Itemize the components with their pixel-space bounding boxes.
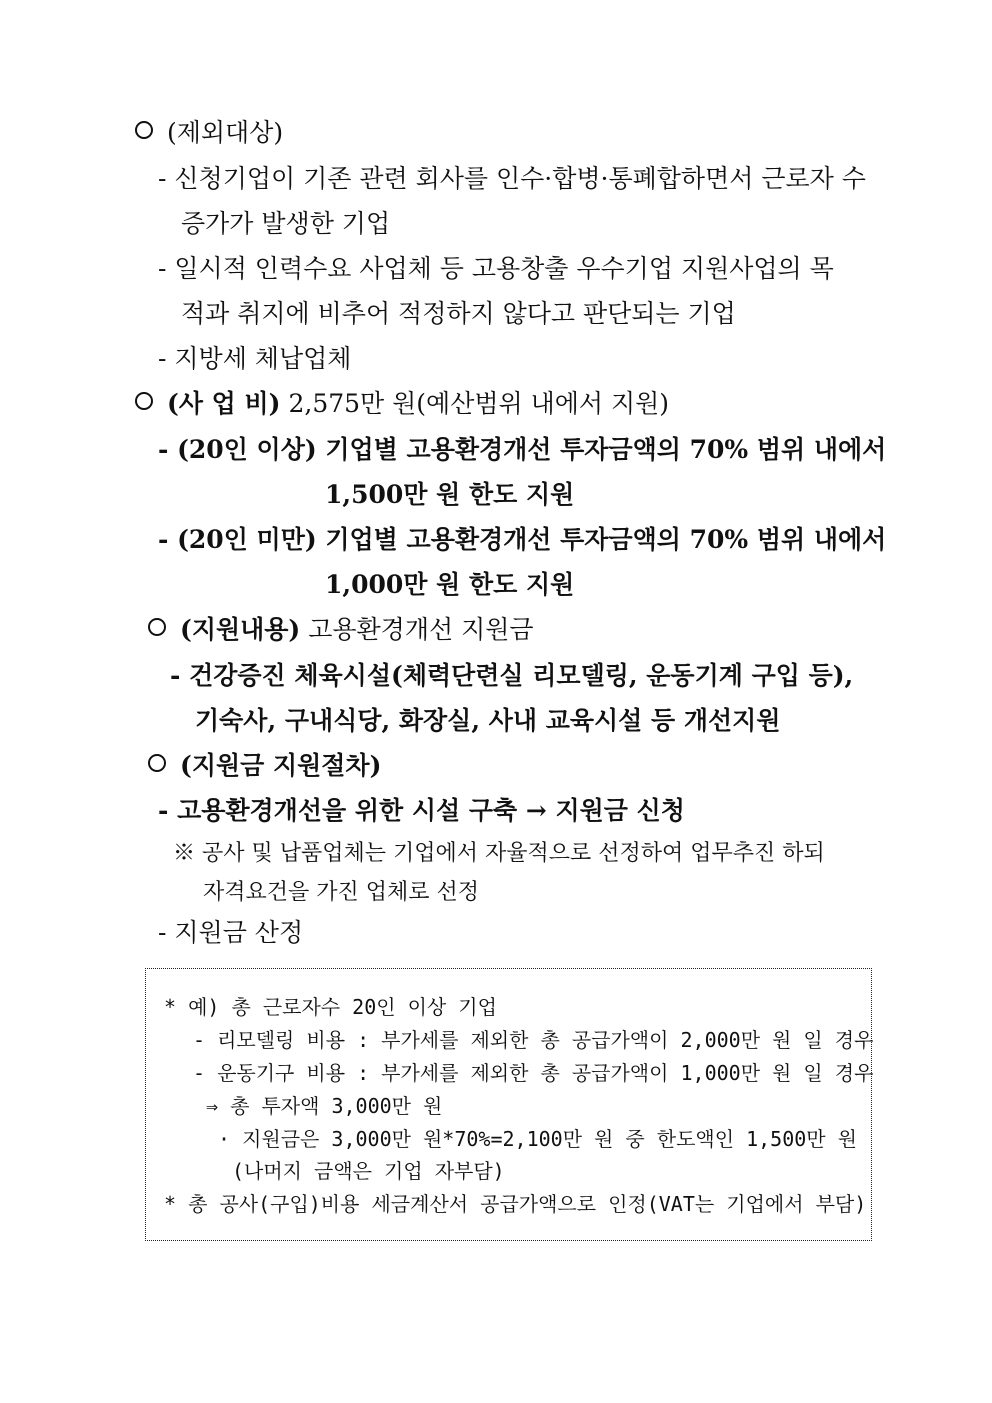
example-line: (나머지 금액은 기업 자부담) [232, 1159, 505, 1183]
example-line: · 지원금은 3,000만 원*70%=2,100만 원 중 한도액인 1,500만 원 [218, 1127, 857, 1151]
budget-over20: - (20인 이상) 기업별 고용환경개선 투자금액의 70% 범위 내에서 [158, 435, 887, 464]
exclusion-item: - 일시적 인력수요 사업체 등 고용창출 우수기업 지원사업의 목 [158, 254, 834, 283]
budget-text: 2,575만 원(예산범위 내에서 지원) [288, 389, 670, 418]
exclusion-item: - 지방세 체납업체 [158, 344, 352, 373]
example-line: ⇒ 총 투자액 3,000만 원 [206, 1094, 443, 1118]
exclusion-heading: (제외대상) [135, 117, 283, 149]
support-heading: (지원내용) [180, 615, 301, 644]
example-line: * 총 공사(구입)비용 세금계산서 공급가액으로 인정(VAT는 기업에서 부담) [164, 1192, 867, 1216]
circle-bullet-icon [135, 392, 153, 410]
procedure-calc: - 지원금 산정 [158, 918, 304, 947]
procedure-step: - 고용환경개선을 위한 시설 구축 → 지원금 신청 [158, 796, 685, 825]
procedure-note-cont: 자격요건을 가진 업체로 선정 [203, 880, 480, 905]
example-line: * 예) 총 근로자수 20인 이상 기업 [164, 995, 497, 1019]
support-text: 고용환경개선 지원금 [308, 615, 534, 644]
support-item: - 건강증진 체육시설(체력단련실 리모델링, 운동기계 구입 등), [170, 661, 854, 690]
circle-bullet-icon [135, 121, 153, 139]
circle-bullet-icon [148, 754, 166, 772]
support-item-cont: 기숙사, 구내식당, 화장실, 사내 교육시설 등 개선지원 [195, 706, 781, 735]
budget-line [135, 388, 669, 420]
budget-under20-limit: 1,000만 원 한도 지원 [325, 570, 575, 599]
example-line: - 리모델링 비용 : 부가세를 제외한 총 공급가액이 2,000만 원 일 경우 [193, 1028, 874, 1052]
budget-under20: - (20인 미만) 기업별 고용환경개선 투자금액의 70% 범위 내에서 [158, 525, 887, 554]
procedure-note: ※ 공사 및 납품업체는 기업에서 자율적으로 선정하여 업무추진 하되 [173, 841, 825, 866]
procedure-heading: (지원금 지원절차) [148, 750, 381, 782]
budget-heading: (사 업 비) [167, 389, 281, 418]
support-line [148, 614, 534, 646]
example-line: - 운동기구 비용 : 부가세를 제외한 총 공급가액이 1,000만 원 일 경우 [193, 1061, 874, 1085]
example-box [145, 968, 872, 1241]
exclusion-item: - 신청기업이 기존 관련 회사를 인수·합병·통폐합하면서 근로자 수 [158, 164, 866, 193]
exclusion-item-cont: 적과 취지에 비추어 적정하지 않다고 판단되는 기업 [181, 299, 736, 328]
exclusion-item-cont: 증가가 발생한 기업 [181, 209, 391, 238]
budget-over20-limit: 1,500만 원 한도 지원 [325, 480, 575, 509]
circle-bullet-icon [148, 618, 166, 636]
